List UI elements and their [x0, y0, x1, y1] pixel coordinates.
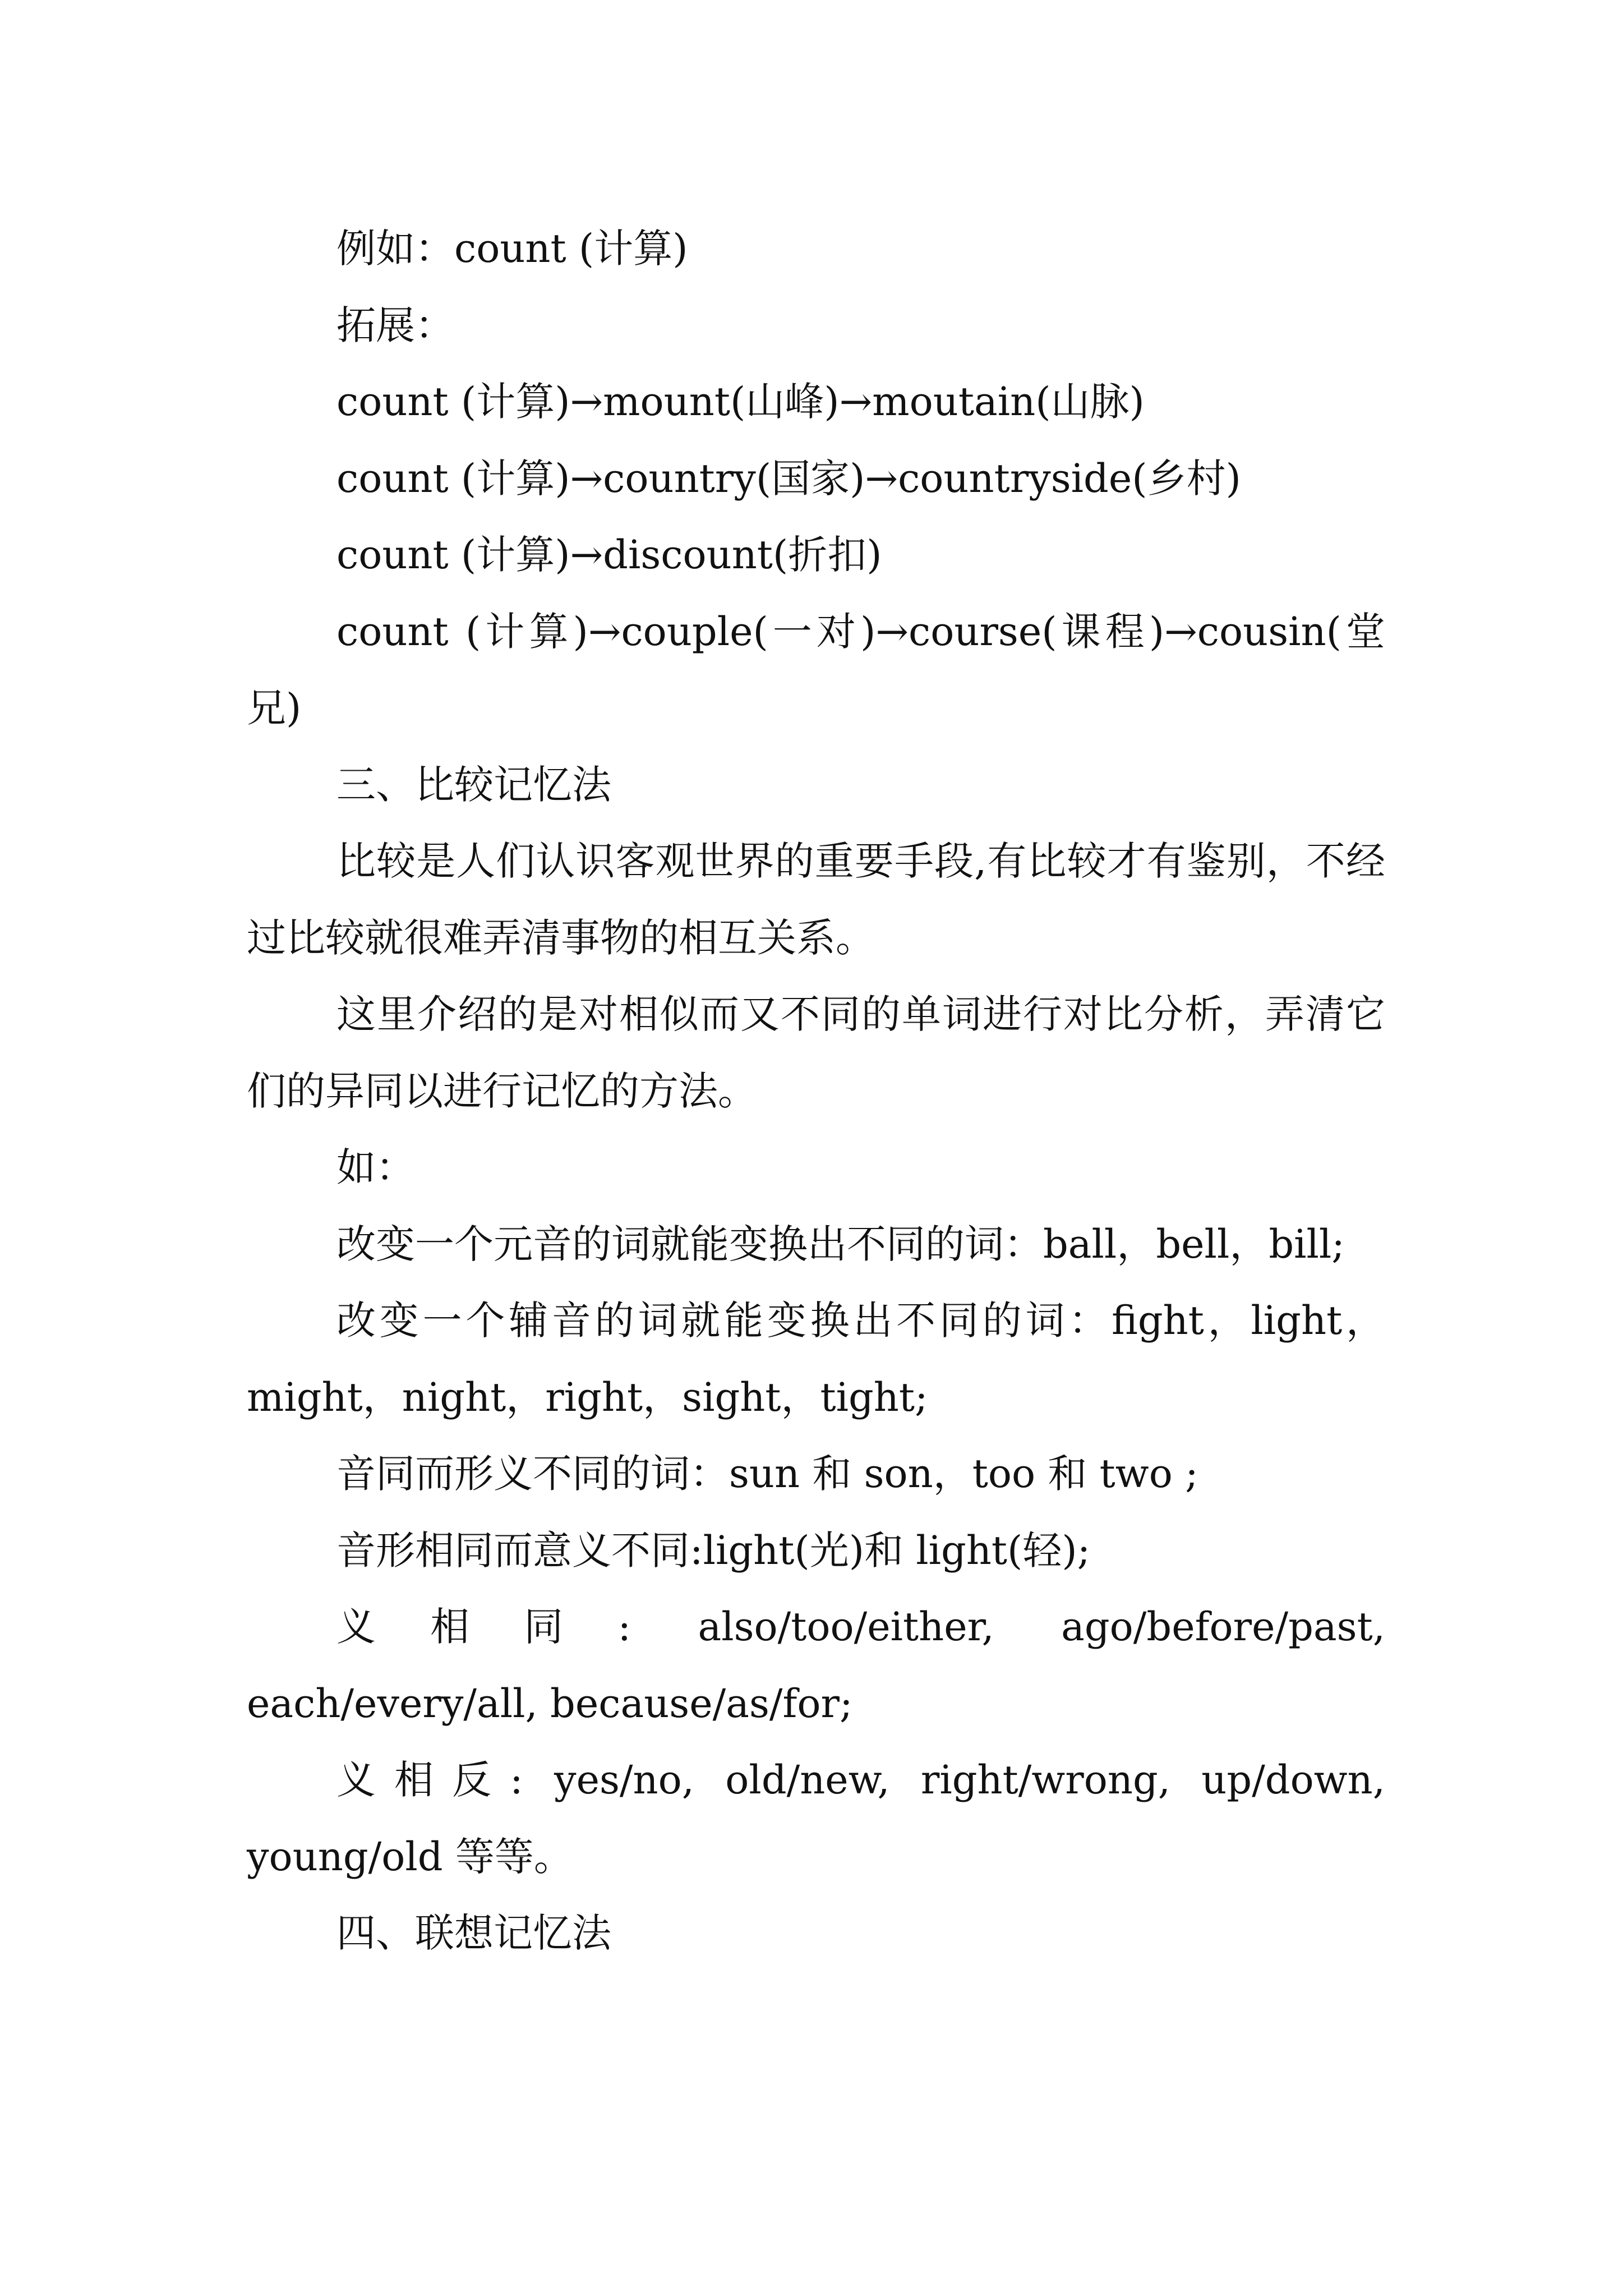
comparison-intro: 比较是人们认识客观世界的重要手段,有比较才有鉴别，不经过比较就很难弄清事物的相互关系。 [247, 838, 1385, 961]
synonym-example: 义相同: also/too/either, ago/before/past, each/every/all, because/as/for; [247, 1604, 1385, 1727]
consonant-change-example: 改变一个辅音的词就能变换出不同的词：fight，light，might，night，right，sight，tight; [247, 1297, 1385, 1420]
homograph-example: 音形相同而意义不同:light(光)和 light(轻); [336, 1527, 1091, 1573]
word-chain-country: count (计算)→country(国家)→countryside(乡村) [336, 455, 1241, 501]
vowel-change-example: 改变一个元音的词就能变换出不同的词：ball，bell，bill; [336, 1221, 1345, 1267]
antonym-example: 义相反: yes/no, old/new, right/wrong, up/down, young/old 等等。 [247, 1757, 1385, 1880]
comparison-method: 这里介绍的是对相似而又不同的单词进行对比分析，弄清它们的异同以进行记忆的方法。 [247, 991, 1385, 1114]
section-heading-comparison: 三、比较记忆法 [336, 761, 611, 808]
extension-label: 拓展： [336, 302, 454, 348]
word-chain-couple: count (计算)→couple(一对)→course(课程)→cousin(堂兄) [247, 608, 1385, 731]
example-label: 如： [336, 1144, 415, 1190]
example-count-line: 例如：count (计算) [336, 226, 688, 272]
document-body [247, 210, 1385, 1972]
word-chain-mount: count (计算)→mount(山峰)→moutain(山脉) [336, 379, 1145, 425]
word-chain-discount: count (计算)→discount(折扣) [336, 532, 882, 578]
homophone-example: 音同而形义不同的词：sun 和 son，too 和 two ; [336, 1451, 1198, 1497]
section-heading-association: 四、联想记忆法 [336, 1910, 611, 1956]
